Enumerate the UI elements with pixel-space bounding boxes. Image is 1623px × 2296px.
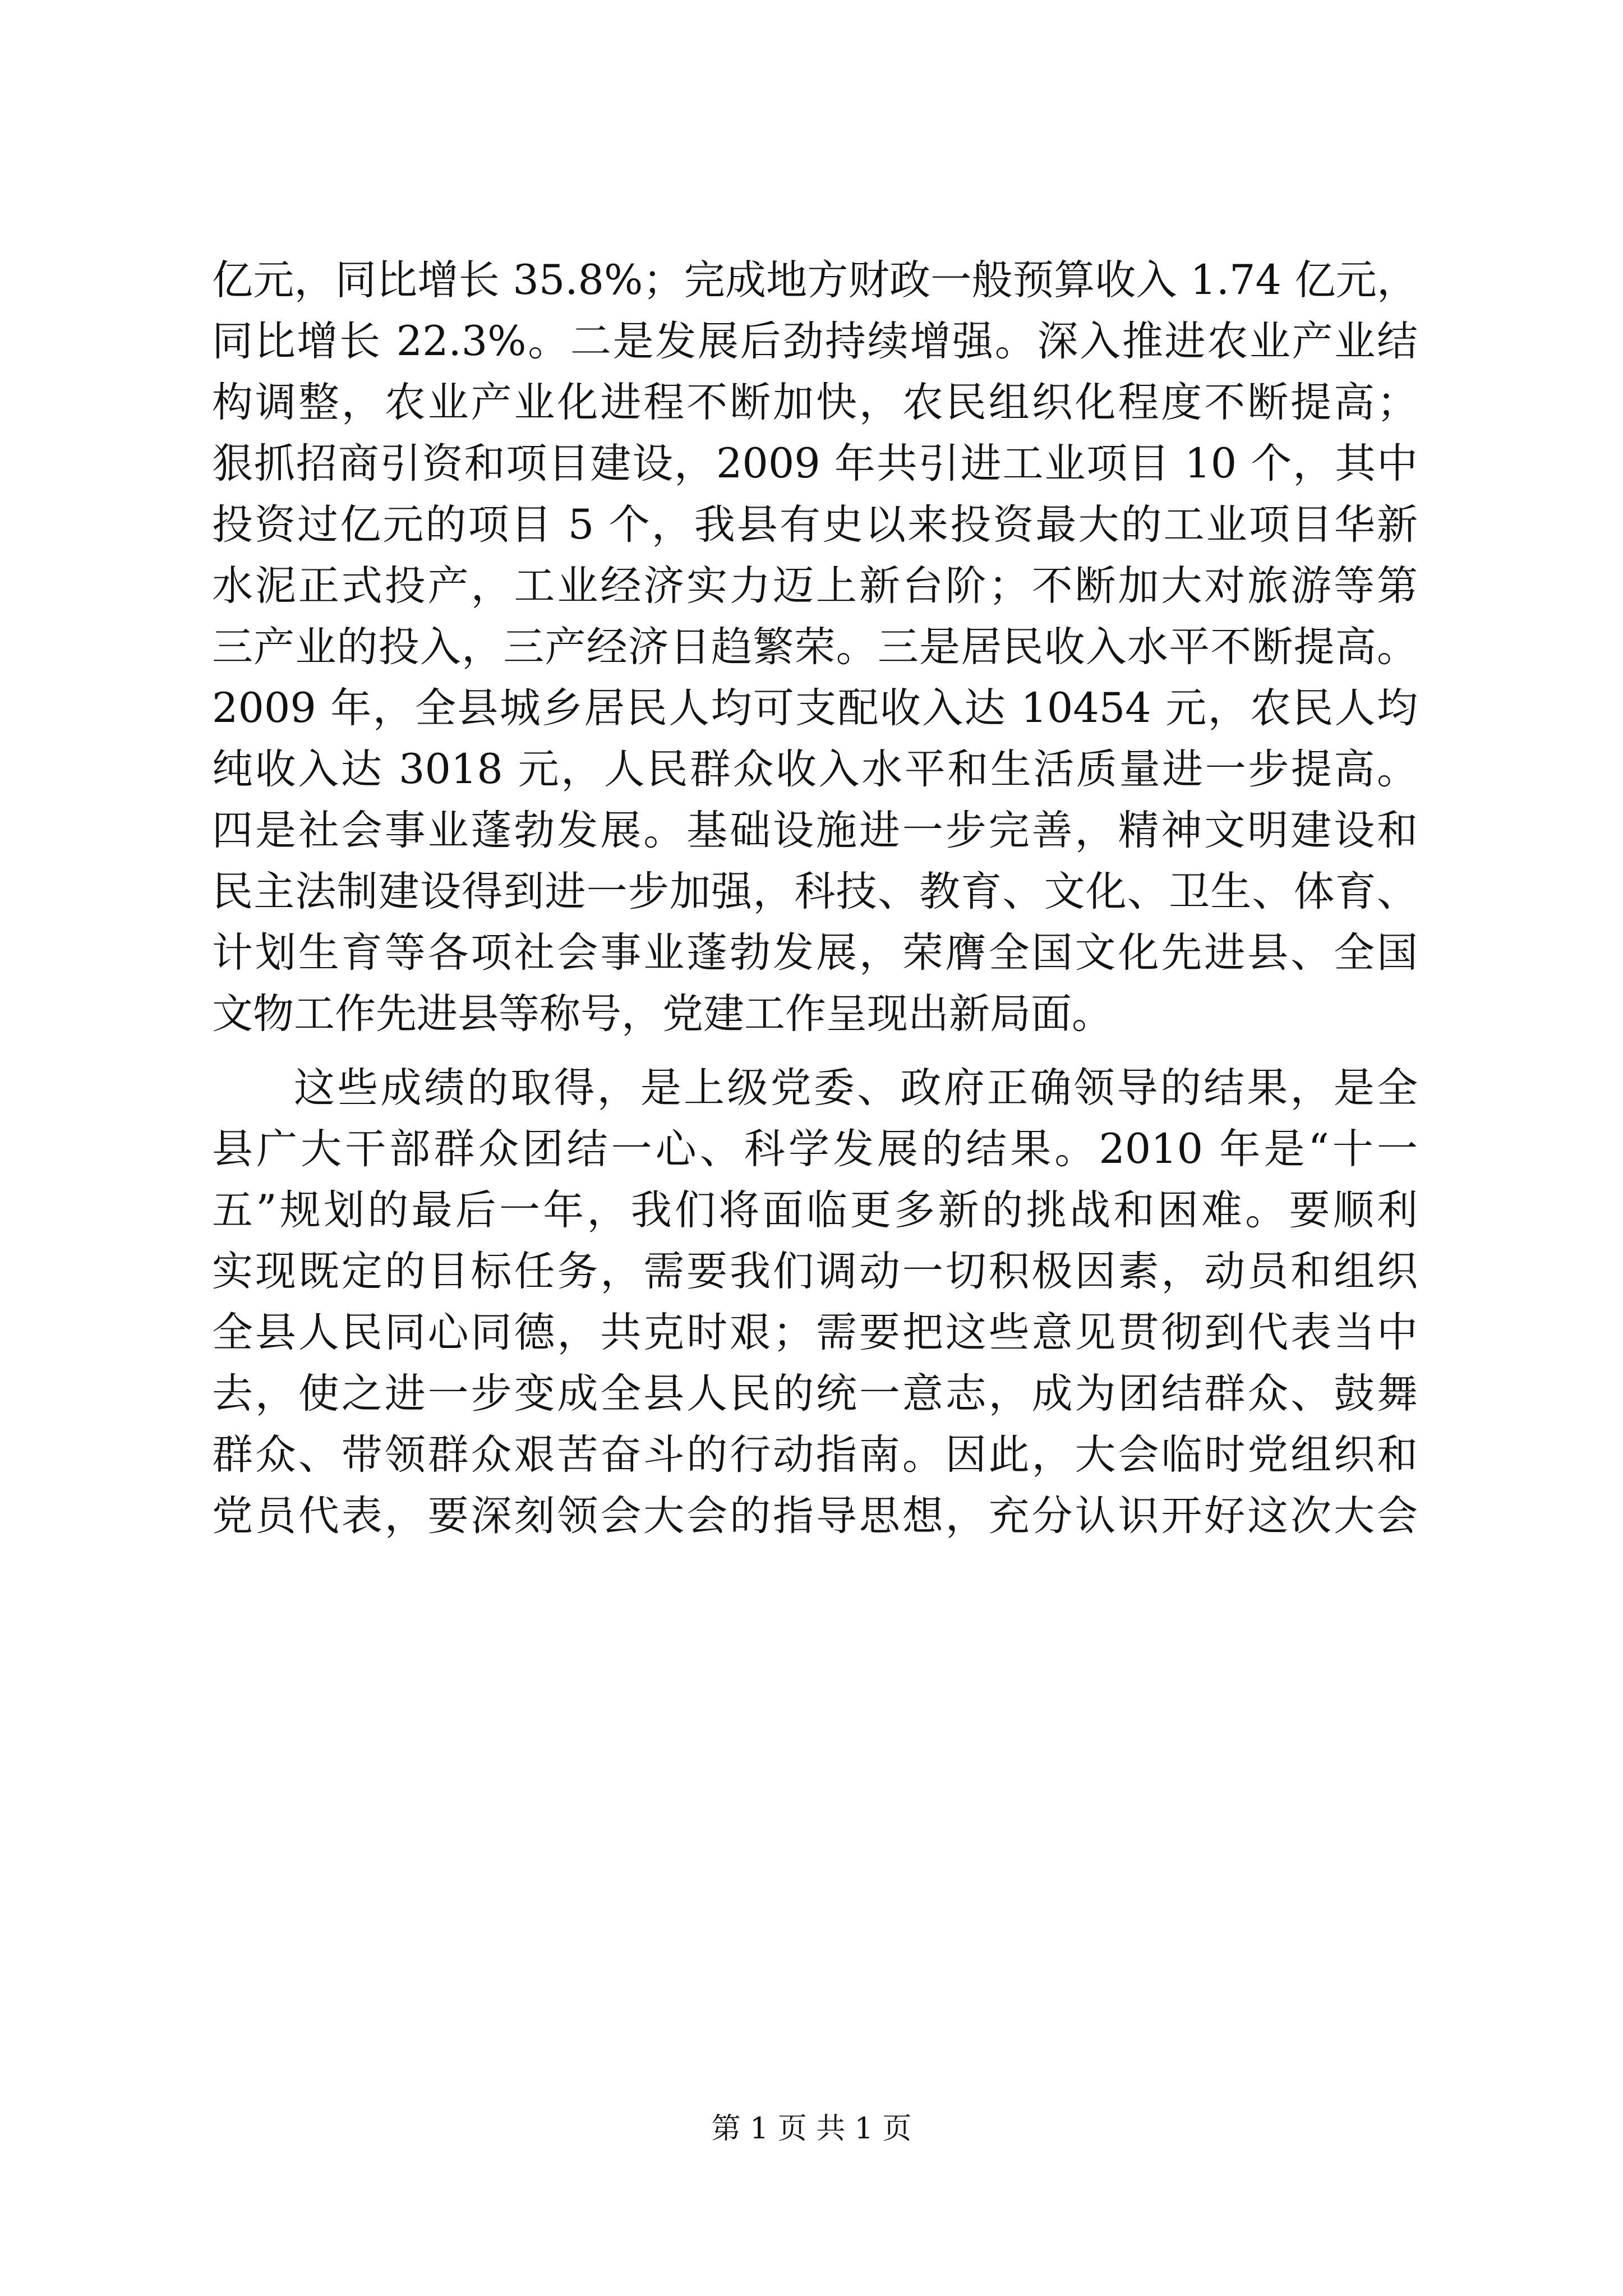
page-footer: 第 1 页 共 1 页 [711,2112,912,2146]
text-line: 计划生育等各项社会事业蓬勃发展，荣膺全国文化先进县、全国 [212,929,1418,977]
paragraph-1 [212,250,1418,1045]
text-line: 这些成绩的取得，是上级党委、政府正确领导的结果，是全 [294,1064,1418,1112]
text-line: 2009 年，全县城乡居民人均可支配收入达 10454 元，农民人均 [212,684,1418,732]
text-line: 四是社会事业蓬勃发展。基础设施进一步完善，精神文明建设和 [212,807,1418,854]
text-line: 群众、带领群众艰苦奋斗的行动指南。因此，大会临时党组织和 [212,1431,1418,1479]
text-line: 同比增长 22.3%。二是发展后劲持续增强。深入推进农业产业结 [212,318,1418,365]
text-line: 投资过亿元的项目 5 个，我县有史以来投资最大的工业项目华新 [212,501,1418,549]
text-line: 县广大干部群众团结一心、科学发展的结果。2010 年是“十一 [212,1125,1418,1173]
text-line: 去，使之进一步变成全县人民的统一意志，成为团结群众、鼓舞 [212,1370,1418,1418]
text-line: 五”规划的最后一年，我们将面临更多新的挑战和困难。要顺利 [212,1186,1418,1234]
text-line: 文物工作先进县等称号，党建工作呈现出新局面。 [212,990,1113,1038]
text-line: 实现既定的目标任务，需要我们调动一切积极因素，动员和组织 [212,1248,1418,1295]
text-line: 三产业的投入，三产经济日趋繁荣。三是居民收入水平不断提高。 [212,623,1418,671]
text-line: 纯收入达 3018 元，人民群众收入水平和生活质量进一步提高。 [212,746,1418,793]
text-line: 构调整，农业产业化进程不断加快，农民组织化程度不断提高； [212,379,1418,426]
text-line: 亿元，同比增长 35.8%；完成地方财政一般预算收入 1.74 亿元， [212,256,1418,304]
text-line: 水泥正式投产，工业经济实力迈上新台阶；不断加大对旅游等第 [212,562,1418,610]
text-line: 党员代表，要深刻领会大会的指导思想，充分认识开好这次大会 [212,1492,1418,1540]
text-line: 全县人民同心同德，共克时艰；需要把这些意见贯彻到代表当中 [212,1309,1418,1356]
paragraph-2 [212,1057,1418,1547]
text-line: 狠抓招商引资和项目建设，2009 年共引进工业项目 10 个，其中 [212,440,1418,487]
document-body [212,250,1418,1547]
text-line: 民主法制建设得到进一步加强，科技、教育、文化、卫生、体育、 [212,868,1418,915]
paragraph-gap [212,1045,1418,1057]
